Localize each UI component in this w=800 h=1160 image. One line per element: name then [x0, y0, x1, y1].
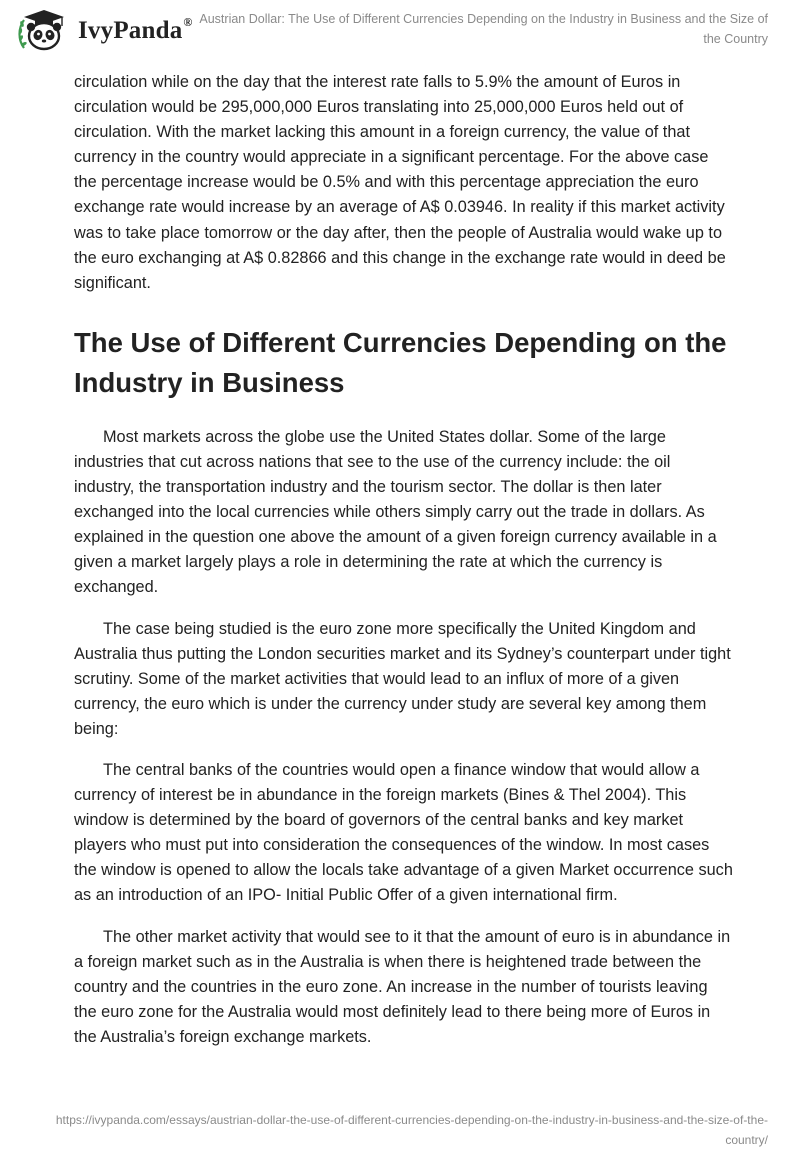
page-header: [0, 0, 800, 62]
body-paragraph-2: The case being studied is the euro zone more specifically the United Kingdom and Australia thus putting the London securities market and its Sydney’s counterpart under tight scrutiny. Some of the market activities that would lead to an influx of more of a given currency, the euro which is under the currency under study are several key among them being:: [74, 619, 731, 738]
body-paragraph-4: The other market activity that would see to it that the amount of euro is in abundance in a foreign market such as in the Australia is when there is heightened trade between the country and the countries in the euro zone. An increase in the number of tourists leaving the euro zone for the Australia would most definitely lead to there being more of Euros in the Australia’s foreign exchange markets.: [74, 927, 731, 1046]
document-running-title: Austrian Dollar: The Use of Different Currencies Depending on the Industry in Business and the Size of the Country: [199, 12, 768, 46]
ivypanda-logo[interactable]: [16, 8, 193, 52]
brand-name: IvyPanda: [78, 17, 183, 44]
section-heading: The Use of Different Currencies Depending on the Industry in Business: [74, 326, 727, 398]
source-url-link[interactable]: https://ivypanda.com/essays/austrian-dollar-the-use-of-different-currencies-depending-on-the-industry-in-business-and-the-size-of-the-country/: [55, 1113, 768, 1147]
intro-paragraph: circulation while on the day that the interest rate falls to 5.9% the amount of Euros in circulation would be 295,000,000 Euros translating into 25,000,000 Euros held out of circulation. With the market lacking this amount in a foreign currency, the value of that currency in the country would appreciate in a significant percentage. For the above case the percentage increase would be 0.5% and with this percentage appreciation the euro exchange rate would increase by an average of A$ 0.03946. In reality if this market activity was to take place tomorrow or the day after, then the people of Australia would wake up to the euro exchanging at A$ 0.82866 and this change in the exchange rate would in deed be significant.: [74, 73, 726, 292]
logo-wordmark: [78, 15, 193, 45]
body-paragraph-3: The central banks of the countries would open a finance window that would allow a currency of interest be in abundance in the foreign markets (Bines & Thel 2004). This window is determined by the board of governors of the central banks and key market players who must put into consideration the consequences of the window. In most cases the window is opened to allow the locals take advantage of a given Market occurrence such as an introduction of an IPO- Initial Public Offer of a given international firm.: [74, 760, 733, 905]
article-body: [74, 70, 734, 1066]
registered-mark: ®: [183, 15, 193, 29]
panda-graduate-icon: [16, 8, 72, 52]
body-paragraph-1: Most markets across the globe use the United States dollar. Some of the large industries that cut across nations that see to the use of the currency include: the oil industry, the transportation industry and the tourism sector. The dollar is then later exchanged into the local currencies while others simply carry out the trade in dollars. As explained in the question one above the amount of a given foreign currency available in a given a market largely plays a role in determining the rate at which the currency is exchanged.: [74, 427, 717, 597]
